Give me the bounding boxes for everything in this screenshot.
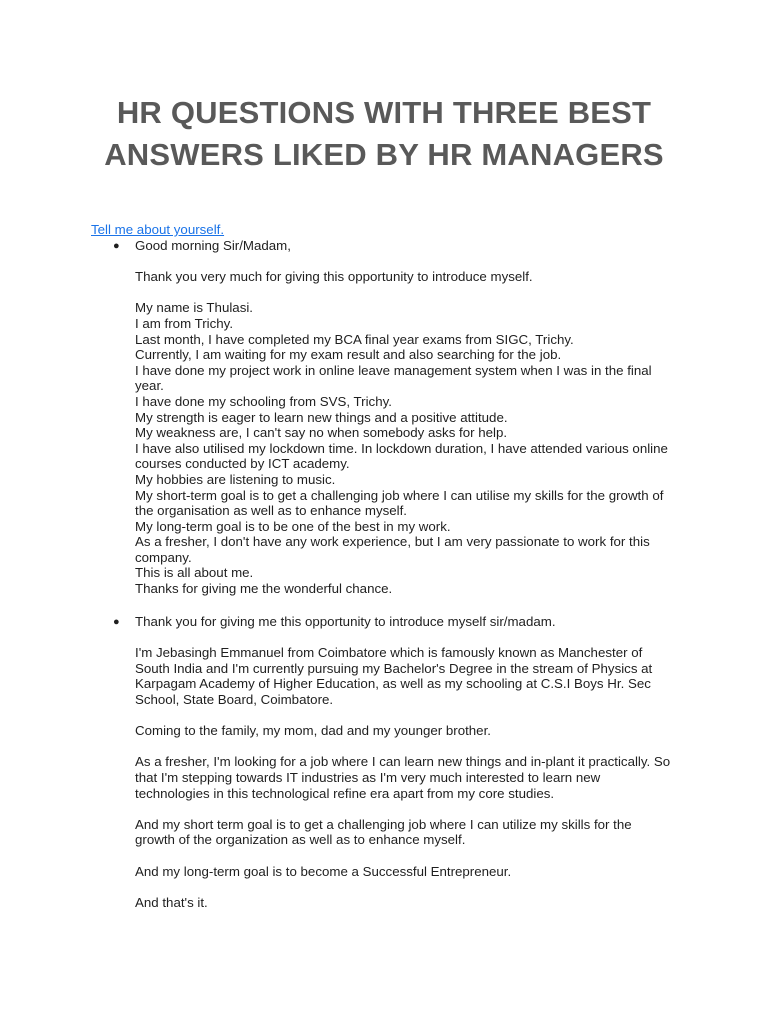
answer-2 [135,614,675,910]
answer-2-long-term-goal: And my long-term goal is to become a Successful Entrepreneur. [135,863,512,879]
answer-1-line: My name is Thulasi. [135,300,253,316]
answer-1-line: Thanks for giving me the wonderful chance. [135,581,393,597]
answer-2-intro: I'm Jebasingh Emmanuel from Coimbatore which is famously known as Manchester of South India and I'm currently pursuing my Bachelor's Degree in the stream of Physics at Karpagam Academy of Higher Education, as well as my schooling at C.S.I Boys Hr. Sec School, State Board, Coimbatore. [135,645,653,707]
answer-1-greeting: Good morning Sir/Madam, [135,238,291,253]
answer-1-line: My hobbies are listening to music. [135,471,336,487]
answer-1-line: I am from Trichy. [135,315,234,331]
answer-1-line: I have done my schooling from SVS, Trichy. [135,393,392,409]
answer-1-line: My strength is eager to learn new things and a positive attitude. [135,409,508,425]
question-link[interactable]: Tell me about yourself. [91,222,225,237]
answer-1-line: My long-term goal is to be one of the best in my work. [135,518,451,534]
document-title: HR QUESTIONS WITH THREE BEST ANSWERS LIKED BY HR MANAGERS [104,95,664,172]
bullet-2: ● [113,616,120,628]
answer-2-opening: Thank you for giving me this opportunity to introduce myself sir/madam. [135,614,556,629]
bullet-1: ● [113,240,120,252]
answer-1-line: As a fresher, I don't have any work experience, but I am very passionate to work for this company. [135,534,650,565]
answer-2-closing: And that's it. [135,894,208,910]
answer-1-line: I have done my project work in online leave management system when I was in the final year. [135,362,652,394]
answer-1-line: This is all about me. [135,565,254,581]
answer-1 [135,238,675,597]
answer-2-short-term-goal: And my short term goal is to get a challenging job where I can utilize my skills for the growth of the organization as well as to enhance myself. [135,816,632,848]
answer-1-line: My short-term goal is to get a challenging job where I can utilise my skills for the growth of the organisation as well as to enhance myself. [135,487,664,519]
answer-2-fresher: As a fresher, I'm looking for a job where I can learn new things and in-plant it practically. So that I'm stepping towards IT industries as I'm very much interested to learn new technologies in this technological refine era apart from my core studies. [135,754,671,801]
answer-1-line: My weakness are, I can't say no when somebody asks for help. [135,425,508,441]
answer-1-line: Last month, I have completed my BCA final year exams from SIGC, Trichy. [135,331,574,347]
answer-1-line: I have also utilised my lockdown time. In lockdown duration, I have attended various online courses conducted by ICT academy. [135,440,668,472]
answer-2-family: Coming to the family, my mom, dad and my younger brother. [135,723,491,739]
answer-1-line: Currently, I am waiting for my exam result and also searching for the job. [135,347,562,363]
answer-1-thanks: Thank you very much for giving this opportunity to introduce myself. [135,269,533,285]
